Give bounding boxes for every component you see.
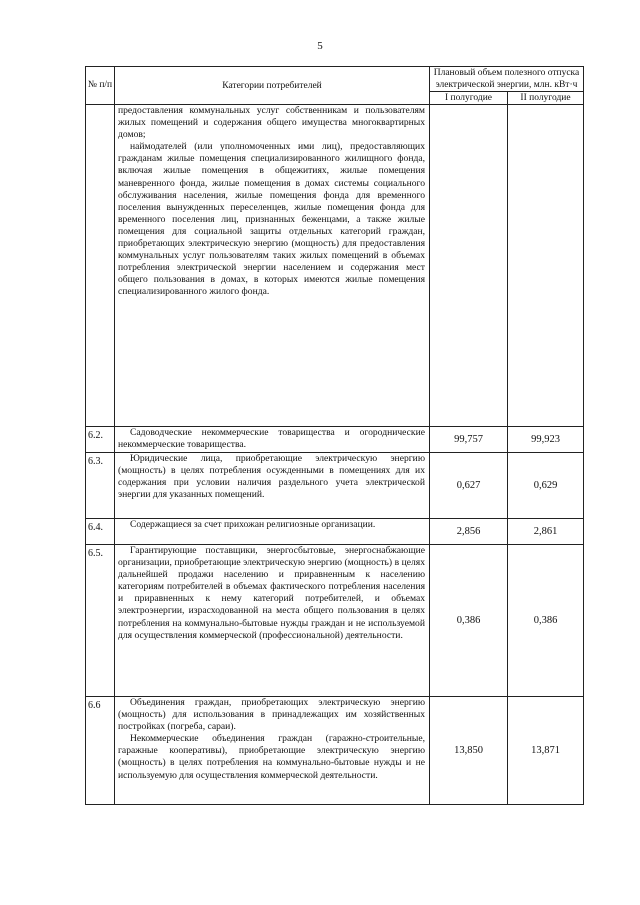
header-half1: I полугодие — [430, 92, 508, 105]
row-text — [115, 545, 430, 697]
consumer-table — [85, 66, 584, 805]
row-value-half1: 99,757 — [430, 427, 508, 453]
row-value-half1 — [430, 105, 508, 427]
table-row — [86, 519, 584, 545]
row-value-half1: 0,627 — [430, 453, 508, 519]
table-row — [86, 105, 584, 427]
header-volume-label: Плановый объем полезного отпуска электрической энергии, млн. кВт·ч — [433, 68, 580, 90]
row-value-half2: 99,923 — [508, 427, 584, 453]
row-paragraph: Садоводческие некоммерческие товарищества и огороднические некоммерческие товарищества. — [118, 427, 425, 451]
table-row — [86, 427, 584, 453]
header-num-label: № п/п — [87, 80, 113, 90]
header-category — [115, 67, 430, 105]
row-paragraph: наймодателей (или уполномоченных ими лиц), предоставляющих гражданам жилые помещения специализированного жилищного фонда, включая жилые помещения в общежитиях, жилые помещения маневренного фонда, жилые помещения в домах системы социального обслуживания населения, жилые помещения фонда для временного поселения вынужденных переселенцев, жилые помещения фонда для временного поселения лиц, признанных беженцами, а также жилые помещения для социальной защиты отдельных категорий граждан, приобретающих электрическую энергию (мощность) для предоставления коммунальных услуг пользователям таких жилых помещений в объемах потребления электрической энергии населением и содержания мест общего пользования в домах, в которых имеются жилые помещения специализированного жилого фонда. — [118, 141, 425, 298]
row-value-half2: 0,629 — [508, 453, 584, 519]
row-num: 6.4. — [86, 519, 115, 545]
row-paragraph: Содержащиеся за счет прихожан религиозные организации. — [130, 519, 376, 530]
row-num: 6.2. — [86, 427, 115, 453]
header-volume — [430, 67, 584, 92]
row-num — [86, 105, 115, 427]
row-text — [115, 427, 430, 453]
row-text — [115, 105, 430, 427]
row-paragraph: Гарантирующие поставщики, энергосбытовые, энергоснабжающие организации, приобретающие электрическую энергию (мощность) в целях дальнейшей продажи населению и приравненным к населению категориям потребителей в объемах фактического потребления населения и приравненных к нему категорий потребителей, и объемах электроэнергии, израсходованной на места общего пользования в целях потребления на коммунально-бытовые нужды граждан и не используемой для осуществления коммерческой (профессиональной) деятельности. — [118, 545, 425, 641]
row-value-half1: 13,850 — [430, 697, 508, 805]
row-num: 6.5. — [86, 545, 115, 697]
row-text — [115, 519, 430, 545]
row-value-half2: 2,861 — [508, 519, 584, 545]
row-value-half2: 0,386 — [508, 545, 584, 697]
page-number: 5 — [317, 40, 323, 52]
table-row — [86, 545, 584, 697]
row-num: 6.6 — [86, 697, 115, 805]
row-value-half2 — [508, 105, 584, 427]
row-text — [115, 453, 430, 519]
row-value-half1: 0,386 — [430, 545, 508, 697]
row-paragraph: Некоммерческие объединения граждан (гаражно-строительные, гаражные кооперативы), приобретающие электрическую энергию (мощность) в целях потребления на коммунально-бытовые нужды и не используемую для осуществления коммерческой деятельности. — [118, 733, 425, 781]
table-row — [86, 453, 584, 519]
row-paragraph: предоставления коммунальных услуг собственникам и пользователям жилых помещений и содержания общего имущества многоквартирных домов; — [118, 105, 425, 141]
row-paragraph: Объединения граждан, приобретающих электрическую энергию (мощность) для использования в принадлежащих им хозяйственных постройках (погреба, сараи). — [118, 697, 425, 733]
row-num: 6.3. — [86, 453, 115, 519]
header-num — [86, 67, 115, 105]
header-category-label: Категории потребителей — [222, 80, 322, 91]
row-paragraph: Юридические лица, приобретающие электрическую энергию (мощность) в целях потребления осужденными в помещениях для их содержания при условии наличия раздельного учета электрической энергии для указанных помещений. — [118, 453, 425, 501]
row-value-half1: 2,856 — [430, 519, 508, 545]
header-half2: II полугодие — [508, 92, 584, 105]
table-row — [86, 697, 584, 805]
row-value-half2: 13,871 — [508, 697, 584, 805]
row-text — [115, 697, 430, 805]
